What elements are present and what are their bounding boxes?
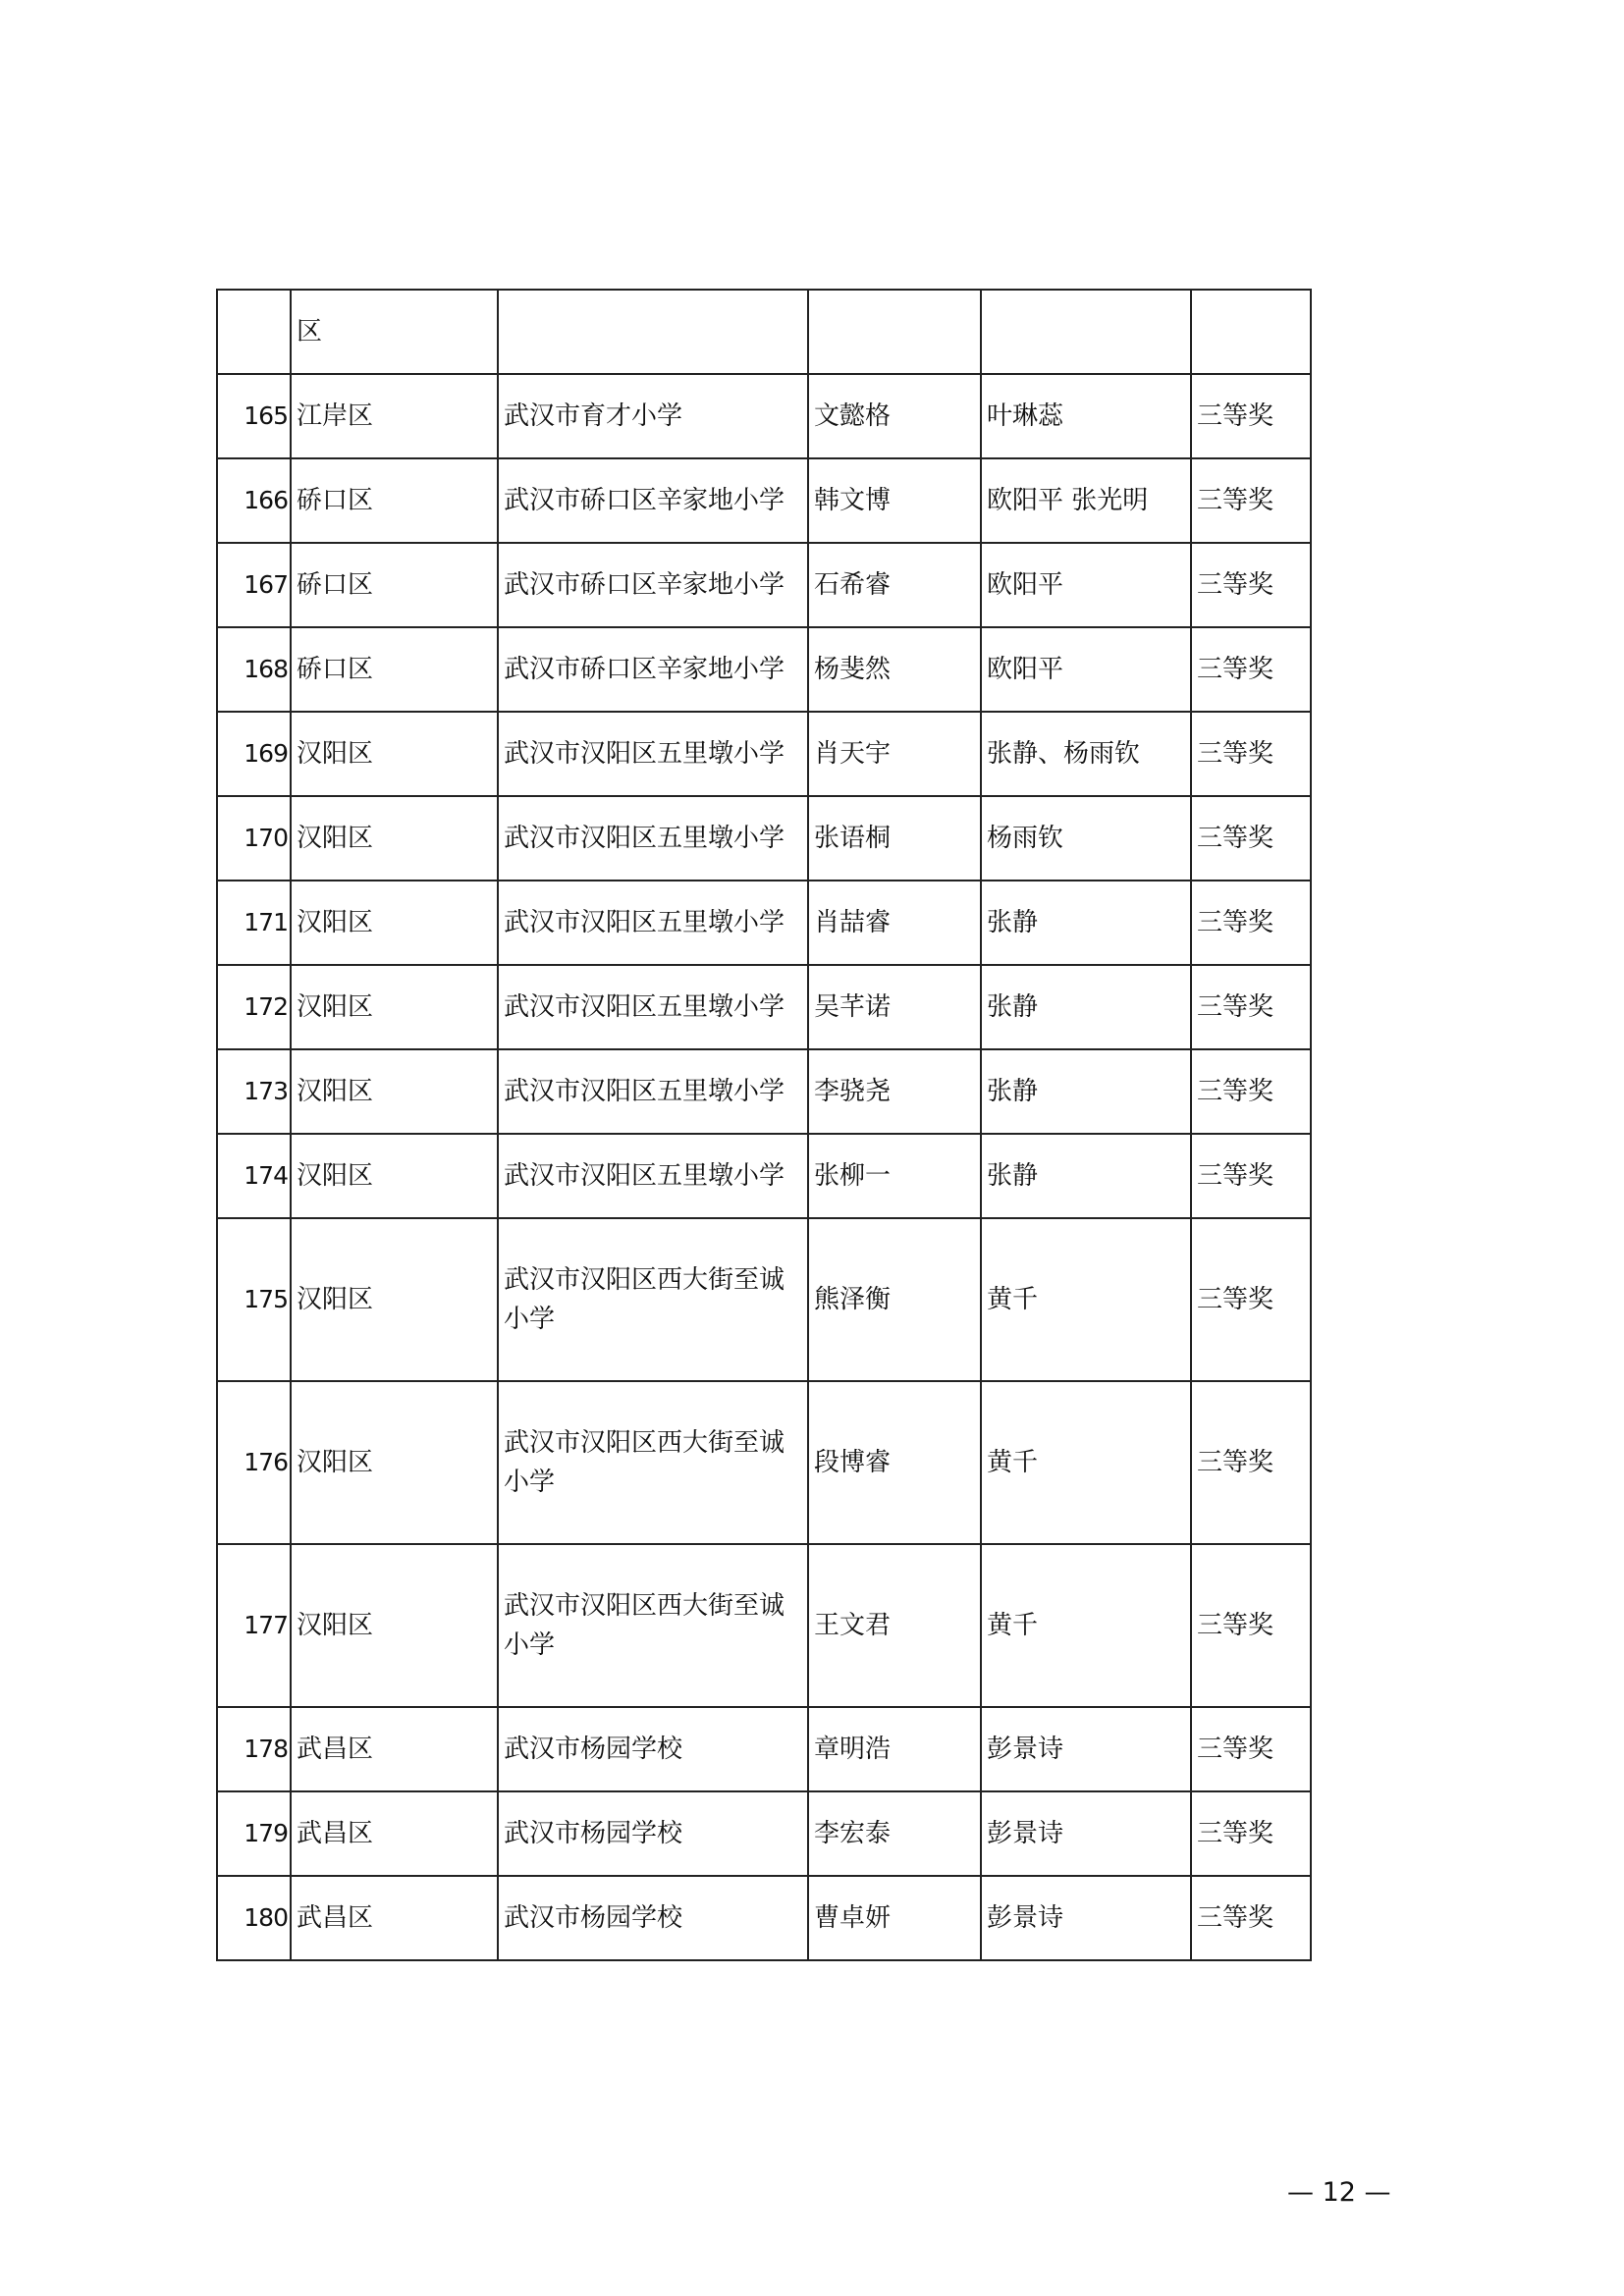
school-name: 武汉市汉阳区西大街至诚小学 (504, 1428, 785, 1497)
teacher-cell: 叶琳蕊 (981, 374, 1191, 458)
teacher-cell: 黄千 (981, 1544, 1191, 1707)
student-cell: 章明浩 (808, 1707, 981, 1791)
table-row (217, 796, 1311, 881)
school-name: 武汉市汉阳区五里墩小学 (504, 1077, 785, 1106)
district-cell: 区 (291, 290, 498, 374)
teacher-cell: 彭景诗 (981, 1791, 1191, 1876)
teacher-cell: 张静 (981, 1134, 1191, 1218)
student-cell: 肖天宇 (808, 712, 981, 796)
number-cell: 166 (217, 458, 291, 543)
district-cell: 汉阳区 (291, 1049, 498, 1134)
school-name: 武汉市杨园学校 (504, 1903, 683, 1933)
school-cell (498, 712, 808, 796)
school-cell (498, 1544, 808, 1707)
district-cell: 武昌区 (291, 1791, 498, 1876)
number-cell: 171 (217, 881, 291, 965)
student-cell: 石希睿 (808, 543, 981, 627)
school-name: 武汉市汉阳区五里墩小学 (504, 824, 785, 853)
school-name: 武汉市汉阳区五里墩小学 (504, 739, 785, 769)
continuation-row (217, 290, 1311, 374)
teacher-cell: 彭景诗 (981, 1876, 1191, 1960)
number-cell: 179 (217, 1791, 291, 1876)
district-cell: 硚口区 (291, 458, 498, 543)
table-row (217, 1791, 1311, 1876)
number-cell: 175 (217, 1218, 291, 1381)
teacher-cell: 黄千 (981, 1381, 1191, 1544)
table-row (217, 1049, 1311, 1134)
award-cell: 三等奖 (1191, 1544, 1311, 1707)
school-cell (498, 881, 808, 965)
school-name: 武汉市育才小学 (504, 401, 683, 431)
school-cell (498, 290, 808, 374)
school-cell (498, 965, 808, 1049)
award-table (216, 289, 1312, 1961)
student-cell: 文懿格 (808, 374, 981, 458)
table-row (217, 1544, 1311, 1707)
table-body (217, 290, 1311, 1960)
award-cell: 三等奖 (1191, 712, 1311, 796)
school-name: 武汉市汉阳区五里墩小学 (504, 1161, 785, 1191)
school-name: 武汉市硚口区辛家地小学 (504, 486, 785, 515)
student-cell: 李宏泰 (808, 1791, 981, 1876)
number-cell: 168 (217, 627, 291, 712)
number-cell: 169 (217, 712, 291, 796)
school-cell (498, 1049, 808, 1134)
school-name: 武汉市汉阳区西大街至诚小学 (504, 1591, 785, 1660)
award-cell: 三等奖 (1191, 1876, 1311, 1960)
table-row (217, 1381, 1311, 1544)
school-cell (498, 1134, 808, 1218)
school-name: 武汉市硚口区辛家地小学 (504, 655, 785, 684)
student-cell: 段博睿 (808, 1381, 981, 1544)
school-cell (498, 1707, 808, 1791)
district-cell: 硚口区 (291, 627, 498, 712)
table-row (217, 881, 1311, 965)
table-row (217, 543, 1311, 627)
teacher-cell: 欧阳平 (981, 627, 1191, 712)
student-cell: 曹卓妍 (808, 1876, 981, 1960)
number-cell: 170 (217, 796, 291, 881)
number-cell: 172 (217, 965, 291, 1049)
district-cell: 汉阳区 (291, 1381, 498, 1544)
number-cell: 176 (217, 1381, 291, 1544)
teacher-cell: 黄千 (981, 1218, 1191, 1381)
school-name: 武汉市杨园学校 (504, 1819, 683, 1848)
district-cell: 汉阳区 (291, 1544, 498, 1707)
page-number: — 12 — (1287, 2177, 1391, 2208)
table-row (217, 1876, 1311, 1960)
school-name: 武汉市汉阳区五里墩小学 (504, 908, 785, 937)
district-cell: 武昌区 (291, 1876, 498, 1960)
award-cell: 三等奖 (1191, 627, 1311, 712)
award-cell: 三等奖 (1191, 1134, 1311, 1218)
school-cell (498, 458, 808, 543)
number-cell: 165 (217, 374, 291, 458)
award-cell: 三等奖 (1191, 543, 1311, 627)
district-cell: 汉阳区 (291, 881, 498, 965)
award-cell: 三等奖 (1191, 1791, 1311, 1876)
student-cell: 李骁尧 (808, 1049, 981, 1134)
student-cell: 肖喆睿 (808, 881, 981, 965)
table-row (217, 458, 1311, 543)
student-cell: 吴芊诺 (808, 965, 981, 1049)
district-cell: 汉阳区 (291, 712, 498, 796)
district-cell: 硚口区 (291, 543, 498, 627)
number-cell: 178 (217, 1707, 291, 1791)
student-cell: 王文君 (808, 1544, 981, 1707)
teacher-cell: 张静 (981, 965, 1191, 1049)
table-row (217, 1707, 1311, 1791)
teacher-cell: 欧阳平 (981, 543, 1191, 627)
district-cell: 武昌区 (291, 1707, 498, 1791)
district-cell: 汉阳区 (291, 796, 498, 881)
school-name: 武汉市硚口区辛家地小学 (504, 570, 785, 600)
school-name: 武汉市杨园学校 (504, 1735, 683, 1764)
district-cell: 汉阳区 (291, 965, 498, 1049)
award-cell: 三等奖 (1191, 881, 1311, 965)
teacher-cell: 张静、杨雨钦 (981, 712, 1191, 796)
table-row (217, 1218, 1311, 1381)
student-cell (808, 290, 981, 374)
student-cell: 韩文博 (808, 458, 981, 543)
school-cell (498, 796, 808, 881)
teacher-cell: 张静 (981, 1049, 1191, 1134)
number-cell: 173 (217, 1049, 291, 1134)
teacher-cell: 欧阳平 张光明 (981, 458, 1191, 543)
award-cell: 三等奖 (1191, 965, 1311, 1049)
number-cell: 180 (217, 1876, 291, 1960)
table-row (217, 965, 1311, 1049)
award-cell: 三等奖 (1191, 796, 1311, 881)
number-cell: 174 (217, 1134, 291, 1218)
school-cell (498, 1791, 808, 1876)
number-cell: 167 (217, 543, 291, 627)
school-cell (498, 1381, 808, 1544)
award-cell: 三等奖 (1191, 1049, 1311, 1134)
award-cell: 三等奖 (1191, 1218, 1311, 1381)
school-cell (498, 374, 808, 458)
teacher-cell: 杨雨钦 (981, 796, 1191, 881)
school-name: 武汉市汉阳区西大街至诚小学 (504, 1265, 785, 1334)
student-cell: 熊泽衡 (808, 1218, 981, 1381)
district-cell: 汉阳区 (291, 1218, 498, 1381)
teacher-cell: 张静 (981, 881, 1191, 965)
table-row (217, 1134, 1311, 1218)
school-name: 武汉市汉阳区五里墩小学 (504, 992, 785, 1022)
number-cell: 177 (217, 1544, 291, 1707)
district-cell: 汉阳区 (291, 1134, 498, 1218)
school-cell (498, 1218, 808, 1381)
table-row (217, 712, 1311, 796)
award-cell: 三等奖 (1191, 374, 1311, 458)
teacher-cell (981, 290, 1191, 374)
school-cell (498, 627, 808, 712)
award-cell: 三等奖 (1191, 1381, 1311, 1544)
award-cell (1191, 290, 1311, 374)
school-cell (498, 1876, 808, 1960)
district-cell: 江岸区 (291, 374, 498, 458)
student-cell: 张语桐 (808, 796, 981, 881)
student-cell: 张柳一 (808, 1134, 981, 1218)
table-row (217, 627, 1311, 712)
student-cell: 杨斐然 (808, 627, 981, 712)
table-row (217, 374, 1311, 458)
award-cell: 三等奖 (1191, 1707, 1311, 1791)
award-cell: 三等奖 (1191, 458, 1311, 543)
teacher-cell: 彭景诗 (981, 1707, 1191, 1791)
number-cell (217, 290, 291, 374)
school-cell (498, 543, 808, 627)
